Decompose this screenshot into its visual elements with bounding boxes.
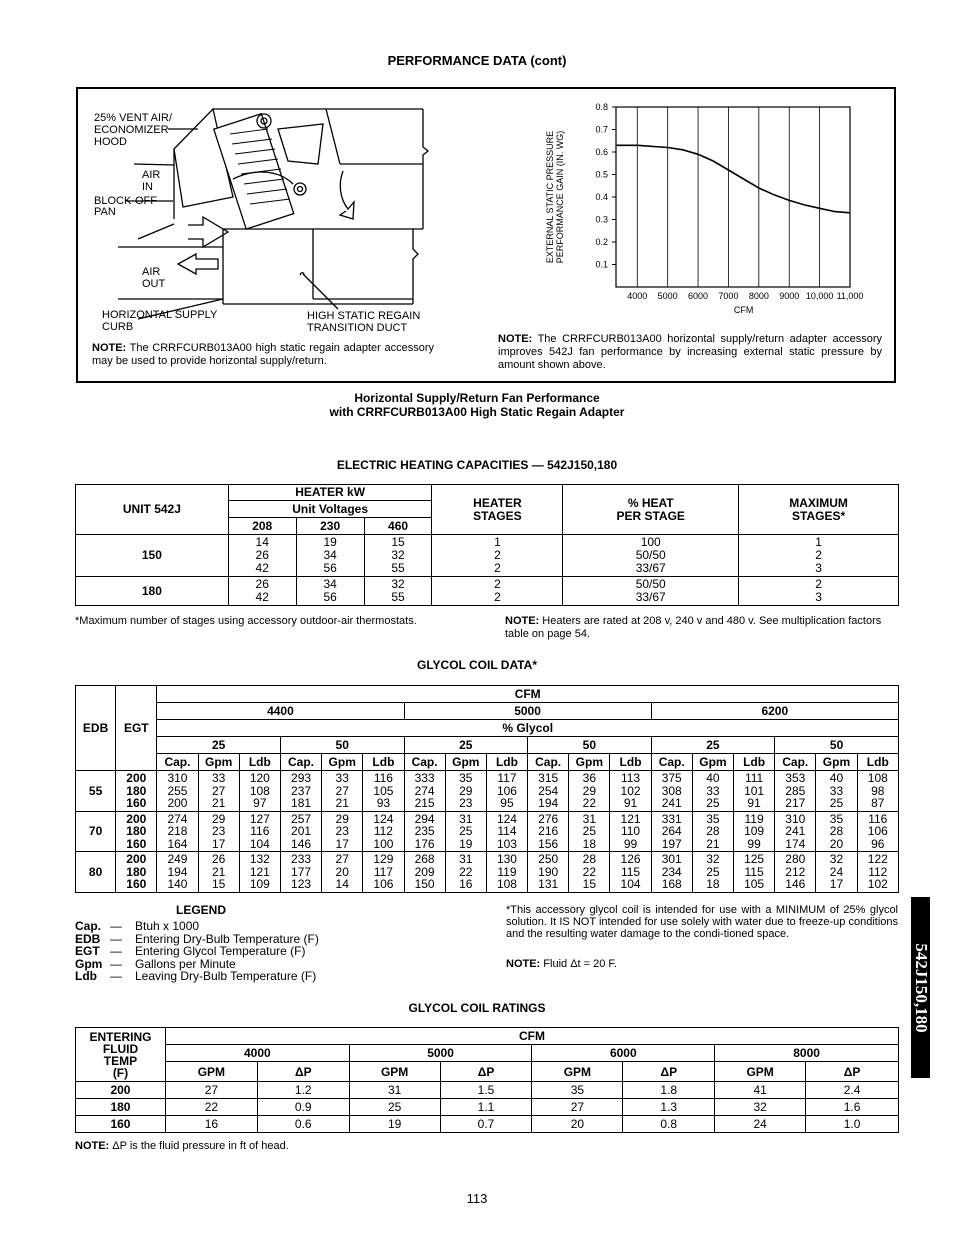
table-cell: 32 25 18 <box>692 852 733 893</box>
table-cell: 26 21 15 <box>198 852 239 893</box>
y-tick-label: 0.3 <box>595 214 608 225</box>
pct-glycol: % Glycol <box>157 720 899 737</box>
table-cell: 1.3 <box>623 1099 715 1116</box>
edb-cell: 55 <box>76 771 116 812</box>
table-cell: 31 25 19 <box>445 811 486 852</box>
table-cell: 124 112 100 <box>363 811 404 852</box>
col-dp: ΔP <box>623 1062 715 1082</box>
glycol-col-header: Ldb <box>734 754 775 771</box>
table-cell: 27 20 14 <box>322 852 363 893</box>
table-cell: 33 27 21 <box>322 771 363 812</box>
x-tick-label: 4000 <box>627 291 648 301</box>
table-cell: 294 235 176 <box>404 811 445 852</box>
glycol-note <box>506 958 617 970</box>
table-cell: 257 201 146 <box>280 811 321 852</box>
glycol-ratings-title: GLYCOL COIL RATINGS <box>408 1001 546 1015</box>
diagram-note-label: NOTE: <box>92 342 127 354</box>
table-row <box>76 1116 899 1133</box>
kw-cell: 14 26 42 <box>228 535 296 577</box>
glycol-col-header: Ldb <box>857 754 898 771</box>
diagram-note <box>92 342 434 368</box>
figure-caption-line2: with CRRFCURB013A00 High Static Regain Adapter <box>329 405 625 419</box>
table-cell: 274 218 164 <box>157 811 198 852</box>
table-cell: 333 274 215 <box>404 771 445 812</box>
glycol-col-header: Cap. <box>775 754 816 771</box>
table-cell: 27 <box>532 1099 623 1116</box>
col-gpm: GPM <box>165 1062 257 1082</box>
egt-cell: 200 180 160 <box>116 811 157 852</box>
legend-dash: — <box>110 919 122 933</box>
stages-cell: 2 2 <box>432 577 563 606</box>
table-cell: 276 216 156 <box>528 811 569 852</box>
glycol-col-header: Gpm <box>445 754 486 771</box>
table-cell: 121 110 99 <box>610 811 651 852</box>
legend-dash: — <box>110 931 122 946</box>
table-row <box>76 535 899 577</box>
glycol-ratings-table <box>75 1027 899 1133</box>
cfm-8000: 8000 <box>715 1045 899 1062</box>
x-tick-label: 11,000 <box>836 291 864 301</box>
col-heater-stages: HEATER STAGES <box>432 485 563 535</box>
col-v460: 460 <box>364 518 432 535</box>
x-tick-label: 6000 <box>688 291 709 301</box>
glycol-note-text: Fluid Δt = 20 F. <box>540 958 617 970</box>
y-tick-label: 0.6 <box>595 147 608 157</box>
ratings-note-text: ΔP is the fluid pressure in ft of head. <box>109 1140 289 1152</box>
unit-cell: 180 <box>76 577 229 606</box>
legend-abbr: EDB <box>75 931 101 946</box>
table-cell: 40 33 25 <box>816 771 857 812</box>
cfm-6000: 6000 <box>532 1045 715 1062</box>
max-cell: 2 3 <box>739 577 899 606</box>
table-cell: 24 <box>715 1116 806 1133</box>
col-heat-per-stage: % HEAT PER STAGE <box>563 485 739 535</box>
pct-cell: 100 50/50 33/67 <box>563 535 739 577</box>
glycol-col-header: Cap. <box>651 754 692 771</box>
cfm-5000: 5000 <box>349 1045 532 1062</box>
egt-cell: 200 180 160 <box>116 852 157 893</box>
table-cell: 35 29 23 <box>445 771 486 812</box>
col-cfm: CFM <box>157 686 899 703</box>
table-cell: 33 27 21 <box>198 771 239 812</box>
plot-frame <box>616 107 850 287</box>
table-cell: 31 25 18 <box>569 811 610 852</box>
glycol-col-header: Gpm <box>322 754 363 771</box>
table-cell: 35 <box>532 1082 623 1099</box>
kw-cell: 26 42 <box>228 577 296 606</box>
table-row <box>76 577 899 606</box>
table-cell: 127 116 104 <box>239 811 280 852</box>
table-cell: 111 101 91 <box>734 771 775 812</box>
table-cell: 280 212 146 <box>775 852 816 893</box>
side-tab-label: 542J150,180 <box>911 942 931 1033</box>
ratings-note <box>75 1140 289 1152</box>
performance-gain-line <box>616 145 850 213</box>
glycol-col-header: Gpm <box>816 754 857 771</box>
table-cell: 1.8 <box>623 1082 715 1099</box>
glycol-col-header: Gpm <box>692 754 733 771</box>
y-axis-label: EXTERNAL STATIC PRESSUREPERFORMANCE GAIN (IN. WG) <box>545 130 565 264</box>
glycol-col-header: Gpm <box>198 754 239 771</box>
table-cell: 32 <box>715 1099 806 1116</box>
col-gpm: GPM <box>349 1062 440 1082</box>
table-cell: 310 241 174 <box>775 811 816 852</box>
glycol-col-header: Cap. <box>157 754 198 771</box>
table-cell: 16 <box>165 1116 257 1133</box>
x-axis-label: CFM <box>733 305 754 315</box>
table-cell: 41 <box>715 1082 806 1099</box>
table-cell: 310 255 200 <box>157 771 198 812</box>
glycol-col-header: Cap. <box>280 754 321 771</box>
label-air-out: AIR OUT <box>142 266 166 290</box>
table-row <box>76 811 899 852</box>
table-cell: 2.4 <box>806 1082 899 1099</box>
table-cell: 113 102 91 <box>610 771 651 812</box>
legend-text: Btuh x 1000 <box>135 919 200 933</box>
glycol-pct: 25 <box>404 737 528 754</box>
glycol-col-header: Cap. <box>528 754 569 771</box>
glycol-pct: 50 <box>528 737 652 754</box>
table-cell: 36 29 22 <box>569 771 610 812</box>
chart-note-label: NOTE: <box>498 333 533 345</box>
page-number: 113 <box>466 1191 488 1206</box>
table-cell: 40 33 25 <box>692 771 733 812</box>
kw-cell: 34 56 <box>296 577 364 606</box>
glycol-col-header: Ldb <box>486 754 527 771</box>
col-dp: ΔP <box>440 1062 532 1082</box>
legend-abbr: Gpm <box>75 956 103 971</box>
legend-text: Entering Dry-Bulb Temperature (F) <box>135 931 319 946</box>
col-max-stages: MAXIMUM STAGES* <box>739 485 899 535</box>
table-cell: 129 117 106 <box>363 852 404 893</box>
table-cell: 130 119 108 <box>486 852 527 893</box>
table-cell: 315 254 194 <box>528 771 569 812</box>
y-tick-label: 0.8 <box>595 102 608 112</box>
label-air-in: AIR IN <box>142 169 161 193</box>
cfm-4000: 4000 <box>165 1045 349 1062</box>
cfm-5000: 5000 <box>404 703 651 720</box>
col-dp: ΔP <box>806 1062 899 1082</box>
temp-cell: 160 <box>76 1116 166 1133</box>
diagram-note-text: The CRRFCURB013A00 high static regain adapter accessory may be used to provide horizontal supply/return. <box>92 342 434 367</box>
pct-cell: 50/50 33/67 <box>563 577 739 606</box>
y-tick-label: 0.5 <box>595 169 608 180</box>
table-cell: 108 98 87 <box>857 771 898 812</box>
table-cell: 0.6 <box>257 1116 349 1133</box>
y-tick-label: 0.2 <box>595 237 608 247</box>
col-gpm: GPM <box>715 1062 806 1082</box>
max-cell: 1 2 3 <box>739 535 899 577</box>
x-tick-label: 8000 <box>748 291 769 301</box>
temp-cell: 180 <box>76 1099 166 1116</box>
table-cell: 268 209 150 <box>404 852 445 893</box>
table-cell: 0.9 <box>257 1099 349 1116</box>
table-cell: 1.2 <box>257 1082 349 1099</box>
kw-cell: 19 34 56 <box>296 535 364 577</box>
col-gpm: GPM <box>532 1062 623 1082</box>
y-tick-label: 0.4 <box>595 192 608 202</box>
table-row <box>76 852 899 893</box>
glycol-pct: 25 <box>651 737 775 754</box>
table-cell: 116 105 93 <box>363 771 404 812</box>
table-cell: 1.5 <box>440 1082 532 1099</box>
table-cell: 32 24 17 <box>816 852 857 893</box>
egt-cell: 200 180 160 <box>116 771 157 812</box>
legend-text: Leaving Dry-Bulb Temperature (F) <box>135 969 317 984</box>
table-cell: 35 28 21 <box>692 811 733 852</box>
side-tab <box>911 897 930 1078</box>
table-cell: 1.6 <box>806 1099 899 1116</box>
x-tick-label: 10,000 <box>805 291 834 301</box>
label-transition-duct: HIGH STATIC REGAIN TRANSITION DUCT <box>307 310 421 334</box>
glycol-col-header: Gpm <box>569 754 610 771</box>
table-cell: 28 22 15 <box>569 852 610 893</box>
legend-dash: — <box>110 956 122 971</box>
table-cell: 0.7 <box>440 1116 532 1133</box>
label-supply-curb: HORIZONTAL SUPPLY CURB <box>102 309 218 333</box>
table-cell: 331 264 197 <box>651 811 692 852</box>
table-cell: 119 109 99 <box>734 811 775 852</box>
glycol-col-header: Ldb <box>239 754 280 771</box>
table-cell: 20 <box>532 1116 623 1133</box>
glycol-pct: 50 <box>280 737 404 754</box>
cfm-6200: 6200 <box>651 703 898 720</box>
table-cell: 1.1 <box>440 1099 532 1116</box>
table-cell: 29 23 17 <box>198 811 239 852</box>
table-cell: 132 121 109 <box>239 852 280 893</box>
table-cell: 353 285 217 <box>775 771 816 812</box>
table-cell: 31 <box>349 1082 440 1099</box>
col-v208: 208 <box>228 518 296 535</box>
page-title: PERFORMANCE DATA (cont) <box>387 53 567 68</box>
label-block-off-pan: BLOCK-OFF PAN <box>94 195 157 218</box>
stages-cell: 1 2 2 <box>432 535 563 577</box>
kw-cell: 32 55 <box>364 577 432 606</box>
table-cell: 1.0 <box>806 1116 899 1133</box>
table-cell: 117 106 95 <box>486 771 527 812</box>
table-cell: 293 237 181 <box>280 771 321 812</box>
edb-cell: 80 <box>76 852 116 893</box>
x-tick-label: 5000 <box>657 291 678 301</box>
col-egt: EGT <box>116 686 157 771</box>
col-edb: EDB <box>76 686 116 771</box>
y-tick-label: 0.7 <box>595 124 608 135</box>
glycol-footnote: *This accessory glycol coil is intended for use with a MINIMUM of 25% glycol solution. It IS NOT intended for use solely with water due to freeze-up conditions and the resulting water damage to the condi-tioned space. <box>506 904 898 940</box>
legend-abbr: Ldb <box>75 969 97 984</box>
table-cell: 122 112 102 <box>857 852 898 893</box>
table-cell: 29 23 17 <box>322 811 363 852</box>
col-heater-kw: HEATER kW <box>228 485 432 501</box>
x-tick-label: 7000 <box>718 291 739 301</box>
electric-footnote: *Maximum number of stages using accessory outdoor-air thermostats. <box>75 615 417 627</box>
cfm-4400: 4400 <box>157 703 404 720</box>
chart-note <box>498 333 882 372</box>
unit-cell: 150 <box>76 535 229 577</box>
col-entering-temp: ENTERING FLUID TEMP (F) <box>76 1028 166 1082</box>
legend-title: LEGEND <box>176 903 227 917</box>
temp-cell: 200 <box>76 1082 166 1099</box>
glycol-col-header: Ldb <box>610 754 651 771</box>
legend-text: Entering Glycol Temperature (F) <box>135 944 306 959</box>
col-unit-voltages: Unit Voltages <box>228 501 432 518</box>
table-cell: 22 <box>165 1099 257 1116</box>
table-cell: 233 177 123 <box>280 852 321 893</box>
col-dp: ΔP <box>257 1062 349 1082</box>
glycol-col-header: Cap. <box>404 754 445 771</box>
legend-dash: — <box>110 969 122 984</box>
table-cell: 124 114 103 <box>486 811 527 852</box>
electric-note <box>505 615 899 641</box>
glycol-data-title: GLYCOL COIL DATA* <box>416 658 537 672</box>
electric-note-label: NOTE: <box>505 615 540 627</box>
table-cell: 250 190 131 <box>528 852 569 893</box>
ratings-note-label: NOTE: <box>75 1140 110 1152</box>
chart-note-text: The CRRFCURB013A00 horizontal supply/return adapter accessory improves 542J fan performance by increasing external static pressure by amount shown above. <box>498 333 882 371</box>
figure-panel <box>76 87 896 383</box>
table-row <box>76 1099 899 1116</box>
figure-caption-line1: Horizontal Supply/Return Fan Performance <box>354 391 600 405</box>
electric-heating-title: ELECTRIC HEATING CAPACITIES — 542J150,180 <box>336 458 618 472</box>
col-v230: 230 <box>296 518 364 535</box>
table-row <box>76 771 899 812</box>
table-cell: 120 108 97 <box>239 771 280 812</box>
fan-performance-chart <box>538 99 878 315</box>
col-cfm: CFM <box>165 1028 898 1045</box>
table-cell: 25 <box>349 1099 440 1116</box>
table-cell: 301 234 168 <box>651 852 692 893</box>
table-cell: 375 308 241 <box>651 771 692 812</box>
legend-text: Gallons per Minute <box>135 956 236 971</box>
legend-abbr: EGT <box>75 944 100 959</box>
legend-abbr: Cap. <box>75 919 102 933</box>
table-cell: 31 22 16 <box>445 852 486 893</box>
table-cell: 19 <box>349 1116 440 1133</box>
table-cell: 116 106 96 <box>857 811 898 852</box>
legend-dash: — <box>110 944 122 959</box>
glycol-pct: 25 <box>157 737 281 754</box>
col-unit: UNIT 542J <box>76 485 229 535</box>
table-cell: 27 <box>165 1082 257 1099</box>
edb-cell: 70 <box>76 811 116 852</box>
glycol-col-header: Ldb <box>363 754 404 771</box>
kw-cell: 15 32 55 <box>364 535 432 577</box>
glycol-note-label: NOTE: <box>506 958 541 970</box>
table-cell: 249 194 140 <box>157 852 198 893</box>
x-tick-label: 9000 <box>779 291 800 301</box>
table-cell: 126 115 104 <box>610 852 651 893</box>
electric-note-text: Heaters are rated at 208 v, 240 v and 480 v. See multiplication factors table on page 54. <box>505 615 882 640</box>
glycol-pct: 50 <box>775 737 899 754</box>
y-tick-label: 0.1 <box>595 259 608 270</box>
table-cell: 0.8 <box>623 1116 715 1133</box>
glycol-coil-data-table <box>75 685 899 893</box>
table-cell: 125 115 105 <box>734 852 775 893</box>
table-row <box>76 1082 899 1099</box>
label-vent-hood: 25% VENT AIR/ ECONOMIZER HOOD <box>94 112 173 148</box>
electric-heating-table <box>75 484 899 606</box>
table-cell: 35 28 20 <box>816 811 857 852</box>
